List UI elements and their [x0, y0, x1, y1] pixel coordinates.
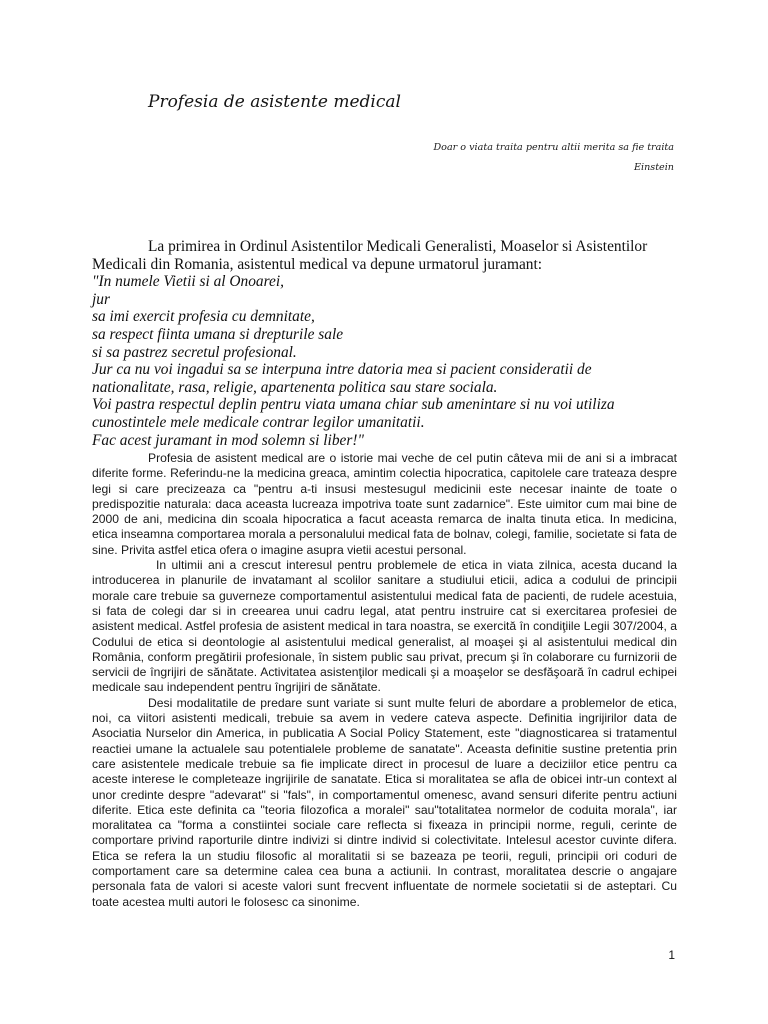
epigraph-author: Einstein — [634, 162, 674, 173]
epigraph — [254, 138, 674, 178]
oath-section — [92, 238, 692, 449]
oath-line: "In numele Vietii si al Onoarei, — [92, 273, 284, 291]
body-paragraph: Profesia de asistent medical are o istorie mai veche de cel putin câteva mii de ani si a imbracat diferite forme. Referindu-ne la medicina greaca, amintim colectia hipocratica, capitolele care trateaza despre legi si care precizeaza ca "pentru a-ti insusi mestesugul medicinii este necesar inainte de toate o predispozitie naturala: daca aceasta lucreaza impotriva toate sunt zadarnice". Este uimitor cum mai bine de 2000 de ani, medicina din scoala hipocratica a facut aceasta remarca de inalta tinuta etica. In medicina, etica inseamna comportarea morala a personalului medical fata de bolnav, colegi, familie, societate si fata de sine. Privita astfel etica ofera o imagine asupra vietii acestui personal. — [92, 451, 677, 557]
oath-line: cunostintele mele medicale contrar legilor umanitatii. — [92, 413, 425, 431]
oath-line: jur — [92, 290, 110, 308]
oath-line: nationalitate, rasa, religie, apartenenta politica sau stare sociala. — [92, 378, 498, 396]
epigraph-quote: Doar o viata traita pentru altii merita sa fie traita — [433, 142, 674, 153]
document-title: Profesia de asistente medical — [148, 92, 401, 112]
oath-line: si sa pastrez secretul profesional. — [92, 343, 297, 361]
oath-line: sa respect fiinta umana si drepturile sale — [92, 325, 344, 343]
body-paragraph: In ultimii ani a crescut interesul pentru problemele de etica in viata zilnica, acesta ducand la introducerea in planurile de invatamant al scolilor sanitare a studiului eticii, adica a codului de principii morale care trebuie sa guverneze comportamentul asistentului medical fata de pacienti, de rudele acestuia, si fata de colegi dar si in creearea unui cadru legal, atat pentru instruire cat si exercitarea profesiei de asistent medical. Astfel profesia de asistent medical in tara noastra, se exercită în condiţiile Legii 307/2004, a Codului de etica si deontologie al asistentului medical generalist, al moaşei şi al asistentului medical din România, conform pregătirii profesionale, în sistem public sau privat, precum şi în colaborare cu furnizorii de servicii de îngrijiri de sănătate. Activitatea asistenţilor medicali şi a moaşelor se desfăşoară în cadrul echipei medicale sau independent pentru îngrijiri de sănătate. — [92, 558, 677, 695]
oath-line: sa imi exercit profesia cu demnitate, — [92, 308, 315, 326]
body-paragraph: Desi modalitatile de predare sunt variate si sunt multe feluri de abordare a problemelor de etica, noi, ca viitori asistenti medicali, trebuie sa avem in vedere cateva aspecte. Definitia ingrijirilor data de Asociatia Nurselor din America, in publicatia A Social Policy Statement, este "diagnosticarea si tratamentul reactiei umane la actualele sau potentialele probleme de sanatate". Aceasta definitie sustine pretentia prin care asistentele medicale trebuie sa fie implicate direct in procesul de luare a deciziilor etice pentru ca aceste interese le completeaze ingrijirile de sanatate. Etica si moralitatea se afla de obicei intr-un context al unor credinte despre "adevarat" si "fals", in comportamentul omenesc, avand sensuri diferite pentru actiuni diferite. Etica este definita ca "teoria filozofica a moralei" sau"totalitatea normelor de coduita morala", iar moralitatea ca "forma a constiintei sociale care reflecta si fixeaza in principii norme, reguli, cerinte de comportare privind raporturile dintre indivizi si dintre individ si colectivitate. Intelesul acestor cuvinte difera. Etica se refera la un studiu filosofic al moralitatii si se bazeaza pe teorii, reguli, principii ori coduri de comportament care sa determine calea cea buna a actiunii. In contrast, moralitatea descrie o angajare personala fata de valori si aceste valori sunt frecvent influentate de normele societatii si de asteptari. Cu toate acestea multi autori le folosesc ca sinonime. — [92, 695, 677, 909]
oath-line: Fac acest juramant in mod solemn si liber!" — [92, 431, 364, 449]
oath-line: Jur ca nu voi ingadui sa se interpuna intre datoria mea si pacient consideratii de — [92, 361, 592, 379]
oath-line: Voi pastra respectul deplin pentru viata umana chiar sub amenintare si nu voi utiliza — [92, 396, 615, 414]
body-text — [92, 451, 677, 910]
oath-intro: La primirea in Ordinul Asistentilor Medicali Generalisti, Moaselor si Asistentilor Medicali din Romania, asistentul medical va depune urmatorul juramant: — [92, 238, 648, 273]
page-number: 1 — [668, 948, 675, 962]
